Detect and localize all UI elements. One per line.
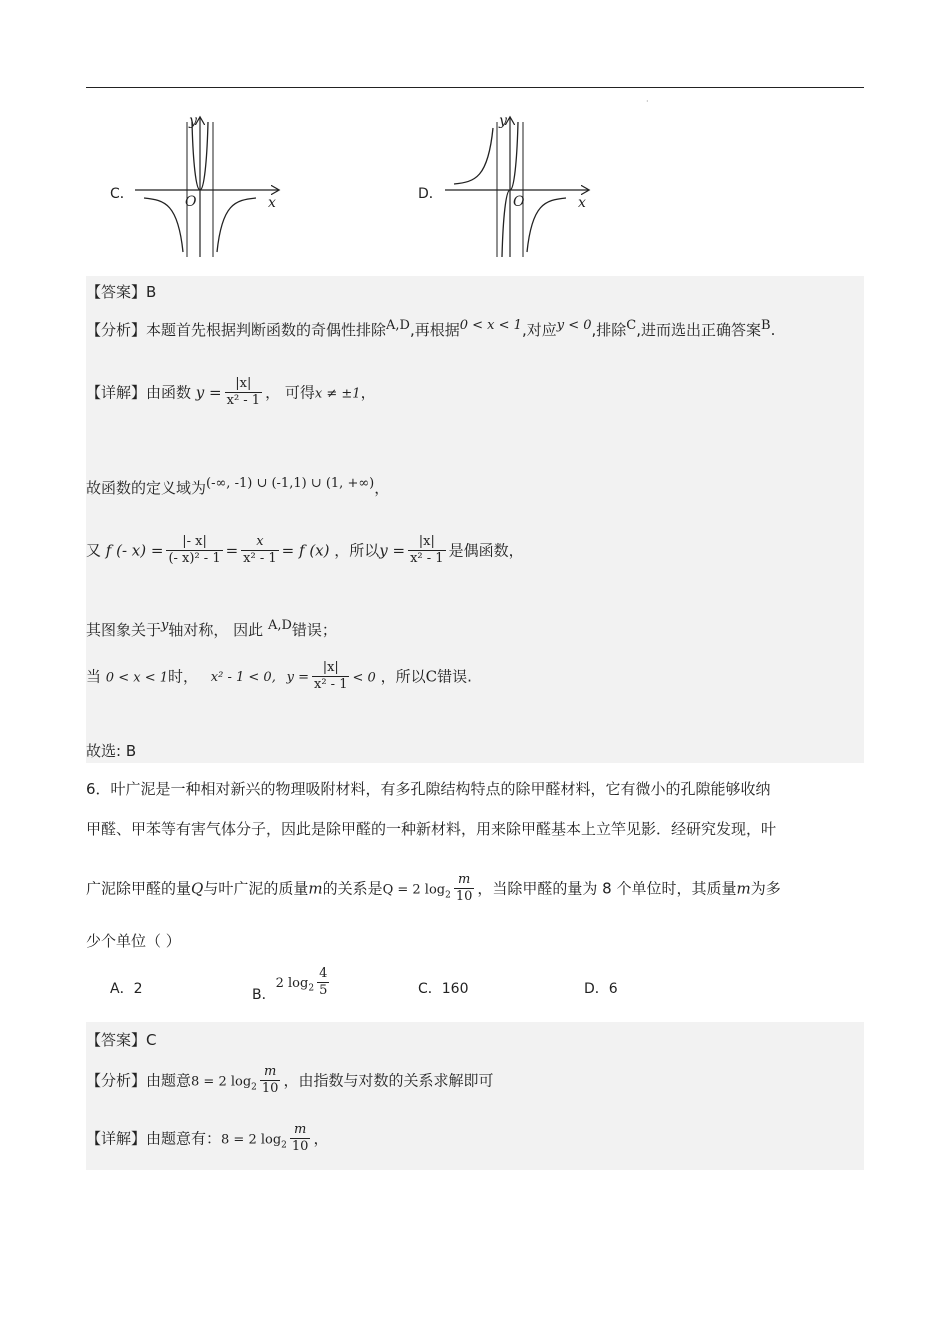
left-curve: [454, 128, 493, 184]
q6-analysis: 【分析】由题意8 = 2 $\log_2$ $\frac{m}{10}$ ，由指数与对数的关系求解即可: [86, 1064, 494, 1097]
origin-label: O: [185, 194, 197, 210]
choice-d[interactable]: D．6: [584, 981, 618, 997]
q6-line-1: 6．叶广泥是一种相对新兴的物理吸附材料，有多孔隙结构特点的除甲醛材料，它有微小的孔隙能够收纳: [86, 780, 771, 798]
header-dot: ·: [646, 97, 649, 106]
q6-detail: 【详解】由题意有：8 = 2 $\log_2$ $\frac{m}{10}$ ，: [86, 1122, 329, 1155]
q5-answer: 【答案】B: [86, 283, 157, 301]
graph-c: [130, 112, 290, 266]
x-axis-label: x: [268, 195, 276, 211]
header-rule: [86, 87, 864, 88]
option-c-label: C．: [110, 186, 134, 202]
choice-b[interactable]: B．2 $\log_2$ $\frac{4}{5}$: [252, 966, 328, 1003]
q6-line-2: 甲醛、甲苯等有害气体分子，因此是除甲醛的一种新材料，用来除甲醛基本上立竿见影．经研究发现，叶: [86, 820, 777, 838]
q5-even-check: 又 f (- x) = $\frac{|- x|}{\text{(- x)² - 1}}$ = $\frac{x}{\text{x² - 1}}$ = f (x) ，所以y = $\frac{|x|}{\text{x² - 1}}$ 是偶函数，: [86, 534, 524, 567]
y-axis-label: y: [499, 113, 507, 129]
q5-analysis: 【分析】本题首先根据判断函数的奇偶性排除$^{A,D}$,再根据$^{0 < x < 1}$,对应$^{y < 0}$,排除$^C$,进而选出正确答案$^B$.: [86, 318, 776, 339]
q5-symmetry: 其图象关于$^y$轴对称， 因此 $^{A,D}$错误；: [86, 618, 337, 639]
x-axis-label: x: [578, 195, 586, 211]
q5-domain: 故函数的定义域为$^{(-\infty, -1) \cup (-1,1) \cup (1, +\infty)}$，: [86, 476, 390, 497]
q5-final: 故选: B: [86, 742, 137, 760]
choice-c[interactable]: C．160: [418, 981, 469, 997]
left-curve: [144, 198, 183, 252]
option-d-label: D．: [418, 186, 443, 202]
q6-answer: 【答案】C: [86, 1031, 157, 1049]
right-curve: [217, 198, 256, 252]
y-axis-label: y: [189, 113, 197, 129]
choice-a[interactable]: A．2: [110, 981, 143, 997]
graph-d: [440, 112, 600, 266]
q6-line-3: 广泥除甲醛的量Q与叶广泥的质量m的关系是Q = 2 $\log_2$ $\frac{m}{10}$ ，当除甲醛的量为 8 个单位时，其质量m为多: [86, 872, 781, 905]
q5-detail: 【详解】由函数 y = $\frac{|x|}{\text{x² - 1}}$ ， 可得x ≠ ±1，: [86, 376, 376, 409]
q5-when: 当 0 < x < 1时， x² - 1 < 0, y = $\frac{|x|}{\text{x² - 1}}$ < 0 ，所以C错误.: [86, 660, 472, 693]
origin-label: O: [513, 194, 525, 210]
q6-line-4: 少个单位（ ）: [86, 932, 181, 950]
right-curve: [527, 198, 566, 252]
